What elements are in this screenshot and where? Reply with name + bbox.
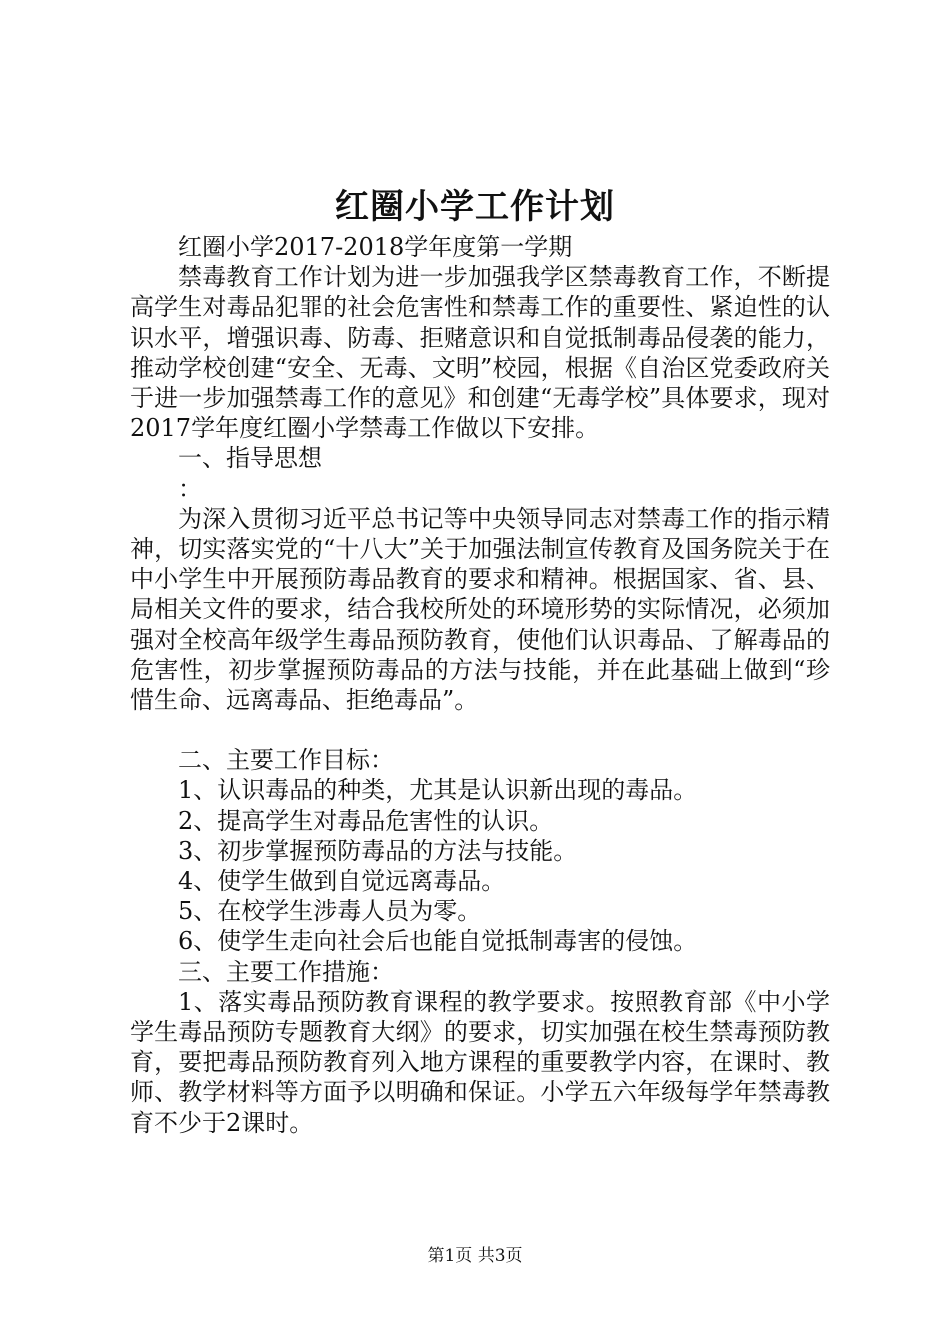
goal-item-5: 5、在校学生涉毒人员为零。 (178, 897, 482, 926)
measure-item-1: 1、落实毒品预防教育课程的教学要求。按照教育部《中小学学生毒品预防专题教育大纲》的要求，切实加强在校生禁毒预防教育，要把毒品预防教育列入地方课程的重要教学内容，在课时、教师、教学材料等方面予以明确和保证。小学五六年级每学年禁毒教育不少于2课时。 (130, 987, 830, 1137)
paragraph-spacer (130, 715, 830, 745)
goal-item-6: 6、使学生走向社会后也能自觉抵制毒害的侵蚀。 (178, 927, 698, 956)
paragraph-intro: 禁毒教育工作计划为进一步加强我学区禁毒教育工作，不断提高学生对毒品犯罪的社会危害性和禁毒工作的重要性、紧迫性的认识水平，增强识毒、防毒、拒赌意识和自觉抵制毒品侵袭的能力，推动学校创建“安全、无毒、文明”校园，根据《自治区党委政府关于进一步加强禁毒工作的意见》和创建“无毒学校”具体要求，现对2017学年度红圈小学禁毒工作做以下安排。 (130, 263, 830, 443)
heading-main-goals: 二、主要工作目标： (178, 746, 394, 775)
paragraph-colon: ： (178, 474, 202, 503)
heading-guiding-ideology: 一、指导思想 (178, 444, 322, 473)
goal-item-2: 2、提高学生对毒品危害性的认识。 (178, 806, 554, 835)
page-number-footer: 第1页 共3页 (427, 1246, 523, 1266)
goal-item-4: 4、使学生做到自觉远离毒品。 (178, 867, 506, 896)
document-body (130, 232, 830, 1138)
document-title: 红圈小学工作计划 (335, 187, 615, 227)
goal-item-1: 1、认识毒品的种类，尤其是认识新出现的毒品。 (178, 776, 698, 805)
paragraph-guiding-ideology: 为深入贯彻习近平总书记等中央领导同志对禁毒工作的指示精神，切实落实党的“十八大”关于加强法制宣传教育及国务院关于在中小学生中开展预防毒品教育的要求和精神。根据国家、省、县、局相关文件的要求，结合我校所处的环境形势的实际情况，必须加强对全校高年级学生毒品预防教育，使他们认识毒品、了解毒品的危害性，初步掌握预防毒品的方法与技能，并在此基础上做到“珍惜生命、远离毒品、拒绝毒品”。 (130, 504, 830, 715)
heading-main-measures: 三、主要工作措施： (178, 957, 394, 986)
goal-item-3: 3、初步掌握预防毒品的方法与技能。 (178, 836, 578, 865)
paragraph-term-line: 红圈小学2017-2018学年度第一学期 (178, 233, 573, 261)
